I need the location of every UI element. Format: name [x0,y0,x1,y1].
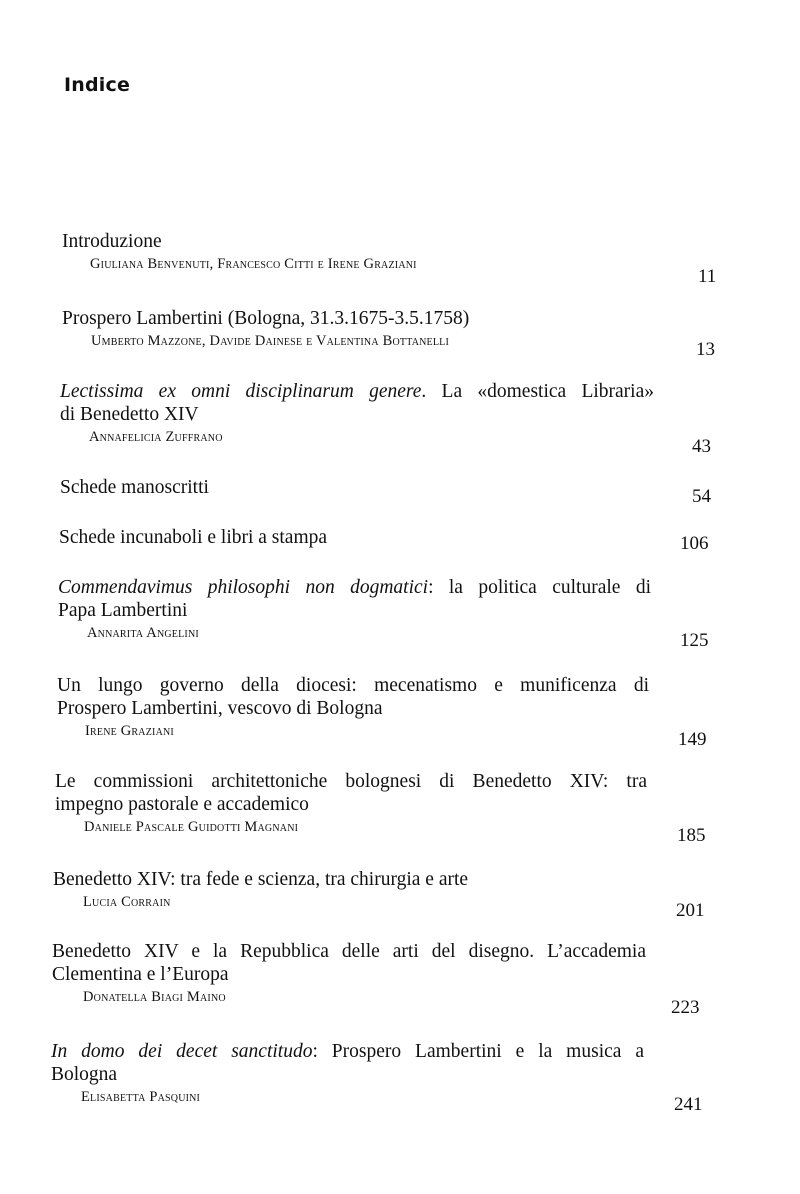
entry-title: Le commissioni architettoniche bolognesi di Benedetto XIV: tra [55,771,647,792]
entry-authors: Irene Graziani [85,723,174,739]
entry-title-rest: : la politica culturale di [428,577,651,598]
entry-title [51,1040,644,1063]
entry-title: Benedetto XIV: tra fede e scienza, tra chirurgia e arte [53,869,469,890]
entry-authors: Umberto Mazzone, Davide Dainese e Valentina Bottanelli [91,333,449,349]
toc-entry [60,380,654,446]
entry-page-number: 149 [678,729,707,750]
entry-title-rest: : Prospero Lambertini e la musica a [312,1041,644,1062]
page-title: Indice [64,74,131,96]
toc-entry [60,476,650,499]
entry-authors: Daniele Pascale Guidotti Magnani [84,819,299,835]
toc-entry [55,770,647,836]
entry-title [60,380,654,403]
entry-page-number: 201 [676,900,705,921]
entry-authors: Elisabetta Pasquini [81,1089,201,1105]
entry-page-number: 125 [680,630,709,651]
entry-page-number: 54 [692,486,711,507]
entry-authors: Lucia Corrain [83,894,171,910]
toc-entry [58,576,651,642]
entry-authors: Giuliana Benvenuti, Francesco Citti e Irene Graziani [90,256,417,272]
entry-authors: Annafelicia Zuffrano [89,429,223,445]
entry-title-line2: di Benedetto XIV [60,404,199,425]
toc-entry [62,307,652,350]
entry-page-number: 185 [677,825,706,846]
entry-page-number: 11 [698,266,717,287]
entry-title-line2: Prospero Lambertini, vescovo di Bologna [57,698,383,719]
entry-title-rest: . La «domestica Libraria» [421,381,654,402]
entry-title-italic: Lectissima ex omni disciplinarum genere [60,381,422,402]
entry-title: Schede incunaboli e libri a stampa [59,527,328,548]
entry-title: Benedetto XIV e la Repubblica delle arti del disegno. L’accademia [52,941,646,962]
entry-page-number: 43 [692,436,711,457]
toc-entry [52,940,646,1006]
entry-authors: Annarita Angelini [87,625,199,641]
entry-title-line2: Papa Lambertini [58,600,188,621]
entry-title-line2: Bologna [51,1064,118,1085]
entry-title: Introduzione [62,231,162,252]
entry-title [58,576,651,599]
entry-title-italic: In domo dei decet sanctitudo [51,1041,313,1062]
toc-entry [53,868,643,911]
entry-page-number: 106 [680,533,709,554]
entry-title: Prospero Lambertini (Bologna, 31.3.1675-3.5.1758) [62,308,470,329]
entry-title-line2: impegno pastorale e accademico [55,794,309,815]
entry-page-number: 223 [671,997,700,1018]
entry-page-number: 13 [696,339,715,360]
entry-title: Un lungo governo della diocesi: mecenatismo e munificenza di [57,675,649,696]
toc-entry [51,1040,644,1106]
toc-entry [59,526,649,549]
entry-authors: Donatella Biagi Maino [83,989,226,1005]
toc-entry [57,674,649,740]
toc-entry [62,230,652,273]
entry-title: Schede manoscritti [60,477,209,498]
entry-title-line2: Clementina e l’Europa [52,964,229,985]
entry-page-number: 241 [674,1094,703,1115]
entry-title-italic: Commendavimus philosophi non dogmatici [58,577,429,598]
